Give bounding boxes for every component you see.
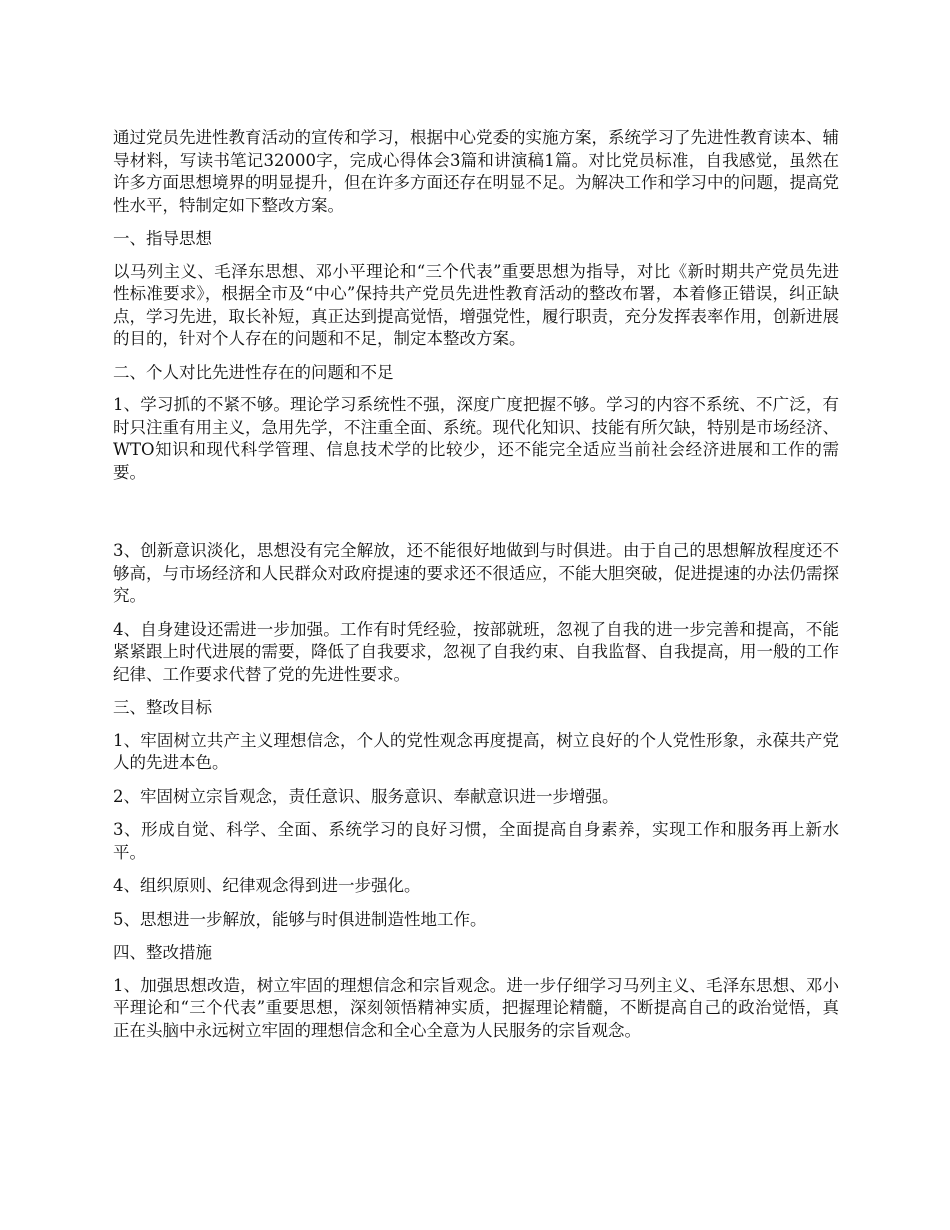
goal-item-1: 1、牢固树立共产主义理想信念，个人的党性观念再度提高，树立良好的个人党性形象，永葆共产党人的先进本色。: [113, 730, 839, 772]
goal-item-3: 3、形成自觉、科学、全面、系统学习的良好习惯，全面提高自身素养，实现工作和服务再上新水平。: [113, 820, 839, 862]
section-heading-guiding-ideology: 一、指导思想: [113, 229, 212, 248]
problem-item-1: 1、学习抓的不紧不够。理论学习系统性不强，深度广度把握不够。学习的内容不系统、不广泛，有时只注重有用主义，急用先学，不注重全面、系统。现代化知识、技能有所欠缺，特别是市场经济、WTO知识和现代科学管理、信息技术学的比较少，还不能完全适应当前社会经济进展和工作的需要。: [113, 395, 839, 482]
guiding-ideology-paragraph: 以马列主义、毛泽东思想、邓小平理论和“三个代表”重要思想为指导，对比《新时期共产党员先进性标准要求》，根据全市及“中心”保持共产党员先进性教育活动的整改布署，本着修正错误，纠正缺点，学习先进，取长补短，真正达到提高觉悟，增强党性，履行职责，充分发挥表率作用，创新进展的目的，针对个人存在的问题和不足，制定本整改方案。: [113, 261, 839, 348]
problem-item-3: 3、创新意识淡化，思想没有完全解放，还不能很好地做到与时俱进。由于自己的思想解放程度还不够高，与市场经济和人民群众对政府提速的要求还不很适应，不能大胆突破，促进提速的办法仍需探究。: [113, 541, 839, 605]
section-heading-measures: 四、整改措施: [113, 943, 212, 962]
section-heading-goals: 三、整改目标: [113, 698, 212, 717]
section-heading-problems: 二、个人对比先进性存在的问题和不足: [113, 362, 394, 382]
goal-item-2: 2、牢固树立宗旨观念，责任意识、服务意识、奉献意识进一步增强。: [113, 786, 619, 806]
problem-item-4: 4、自身建设还需进一步加强。工作有时凭经验，按部就班，忽视了自我的进一步完善和提高，不能紧紧跟上时代进展的需要，降低了自我要求，忽视了自我约束、自我监督、自我提高，用一般的工作纪律、工作要求代替了党的先进性要求。: [113, 619, 839, 684]
goal-item-4: 4、组织原则、纪律观念得到进一步强化。: [113, 876, 421, 895]
goal-item-5: 5、思想进一步解放，能够与时俱进制造性地工作。: [113, 909, 487, 929]
document-page: [113, 127, 839, 1053]
intro-paragraph: 通过党员先进性教育活动的宣传和学习，根据中心党委的实施方案，系统学习了先进性教育读本、辅导材料，写读书笔记32000字，完成心得体会3篇和讲演稿1篇。对比党员标准，自我感觉，虽然在许多方面思想境界的明显提升，但在许多方面还存在明显不足。为解决工作和学习中的问题，提高党性水平，特制定如下整改方案。: [113, 128, 839, 215]
measure-item-1: 1、加强思想改造，树立牢固的理想信念和宗旨观念。进一步仔细学习马列主义、毛泽东思想、邓小平理论和“三个代表”重要思想，深刻领悟精神实质，把握理论精髓，不断提高自己的政治觉悟，真正在头脑中永远树立牢固的理想信念和全心全意为人民服务的宗旨观念。: [113, 975, 839, 1040]
